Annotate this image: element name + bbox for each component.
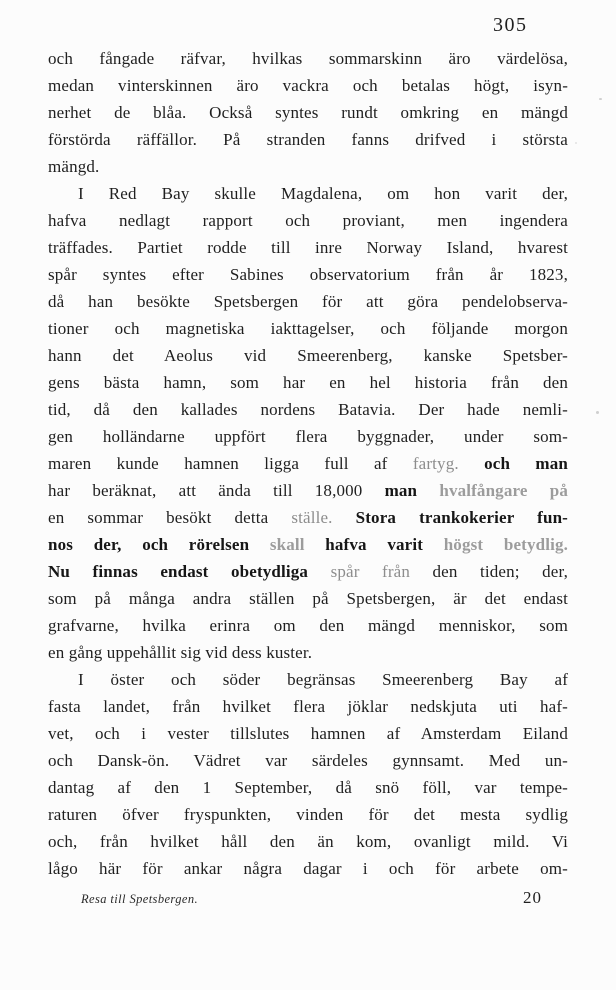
text-line [48, 207, 568, 234]
text-line [48, 531, 568, 558]
body-text: raturen öfver fryspunkten, vinden för det mesta sydlig [48, 805, 568, 824]
body-text: en gång uppehållit sig vid dess kuster. [48, 643, 313, 662]
footer-book-title: Resa till Spetsbergen. [81, 892, 198, 906]
text-line [48, 423, 568, 450]
scan-speck [596, 411, 599, 414]
body-text: förstörda räffällor. På stranden fanns drifved i största [48, 130, 568, 149]
paragraph [48, 45, 568, 180]
body-text: som på många andra ställen på Spetsbergen, är det endast [48, 589, 568, 608]
text-line [48, 126, 568, 153]
ink-bleed-text: Stora trankokerier fun- [355, 508, 568, 527]
body-text: en sommar besökt detta [48, 508, 292, 527]
text-block [48, 45, 568, 882]
faded-text: spår från [330, 562, 410, 581]
text-line [48, 558, 568, 585]
body-text: den tiden; der, [409, 562, 568, 581]
text-line [48, 801, 568, 828]
body-text: tid, då den kallades nordens Batavia. Der hade nemli- [48, 400, 568, 419]
ink-bleed-text: och man [484, 454, 568, 473]
body-text: och fångade räfvar, hvilkas sommarskinn äro värdelösa, [48, 49, 568, 68]
scan-speck [599, 98, 602, 100]
body-text: maren kunde hamnen ligga full af [48, 454, 413, 473]
body-text: vet, och i vester tillslutes hamnen af Amsterdam Eiland [48, 724, 568, 743]
ink-bleed-text: nos der, och rörelsen [48, 535, 270, 554]
body-text: grafvarne, hvilka erinra om den mängd menniskor, som [48, 616, 568, 635]
body-text: hann det Aeolus vid Smeerenberg, kanske Spetsber- [48, 346, 568, 365]
text-line [48, 666, 568, 693]
page-number: 305 [493, 14, 528, 36]
text-line [48, 450, 568, 477]
text-line [48, 72, 568, 99]
body-text: dantag af den 1 September, då snö föll, var tempe- [48, 778, 568, 797]
body-text: nerhet de blåa. Också syntes rundt omkring en mängd [48, 103, 568, 122]
body-text: lågo här för ankar några dagar i och för arbete om- [48, 859, 568, 878]
faded-text: ställe. [291, 508, 333, 527]
body-text [459, 454, 484, 473]
body-text: då han besökte Spetsbergen för att göra pendelobserva- [48, 292, 568, 311]
text-line [48, 585, 568, 612]
ink-bleed-text: högst betydlig. [443, 535, 568, 554]
scan-speck [575, 142, 577, 144]
text-line [48, 477, 568, 504]
body-text: medan vinterskinnen äro vackra och betalas högt, isyn- [48, 76, 568, 95]
body-text: mängd. [48, 157, 100, 176]
paragraph [48, 180, 568, 666]
body-text: och, från hvilket håll den än kom, ovanligt mild. Vi [48, 832, 568, 851]
body-text: spår syntes efter Sabines observatorium från år 1823, [48, 265, 568, 284]
text-line [48, 504, 568, 531]
text-line [48, 99, 568, 126]
body-text [333, 508, 356, 527]
body-text: I Red Bay skulle Magdalena, om hon varit der, [78, 184, 568, 203]
body-text: och Dansk-ön. Vädret var särdeles gynnsamt. Med un- [48, 751, 568, 770]
text-line [48, 342, 568, 369]
body-text: gens bästa hamn, som har en hel historia från den [48, 373, 568, 392]
body-text: tioner och magnetiska iakttagelser, och följande morgon [48, 319, 568, 338]
text-line [48, 234, 568, 261]
body-text: fasta landet, från hvilket flera jöklar nedskjuta uti haf- [48, 697, 568, 716]
body-text: träffades. Partiet rodde till inre Norway Island, hvarest [48, 238, 568, 257]
ink-bleed-text: hafva varit [304, 535, 444, 554]
text-line [48, 180, 568, 207]
text-line [48, 315, 568, 342]
text-line [48, 288, 568, 315]
text-line [48, 369, 568, 396]
body-text: I öster och söder begränsas Smeerenberg Bay af [78, 670, 568, 689]
text-line [48, 747, 568, 774]
footer-signature-number: 20 [523, 888, 542, 907]
faded-text: fartyg. [412, 454, 459, 473]
body-text: hafva nedlagt rapport och proviant, men ingendera [48, 211, 568, 230]
text-line [48, 774, 568, 801]
text-line [48, 855, 568, 882]
text-line [48, 153, 568, 180]
ink-bleed-text: man [384, 481, 440, 500]
ink-bleed-text: Nu finnas endast obetydliga [48, 562, 331, 581]
ink-bleed-text: hvalfångare på [439, 481, 568, 500]
paragraph [48, 666, 568, 882]
text-line [48, 693, 568, 720]
text-line [48, 45, 568, 72]
page-footer [48, 888, 568, 908]
text-line [48, 261, 568, 288]
text-line [48, 720, 568, 747]
body-text: gen holländarne uppfört flera byggnader, under som- [48, 427, 568, 446]
text-line [48, 828, 568, 855]
ink-bleed-text: skall [269, 535, 305, 554]
text-line [48, 639, 568, 666]
text-line [48, 396, 568, 423]
text-line [48, 612, 568, 639]
body-text: har beräknat, att ända till 18,000 [48, 481, 385, 500]
